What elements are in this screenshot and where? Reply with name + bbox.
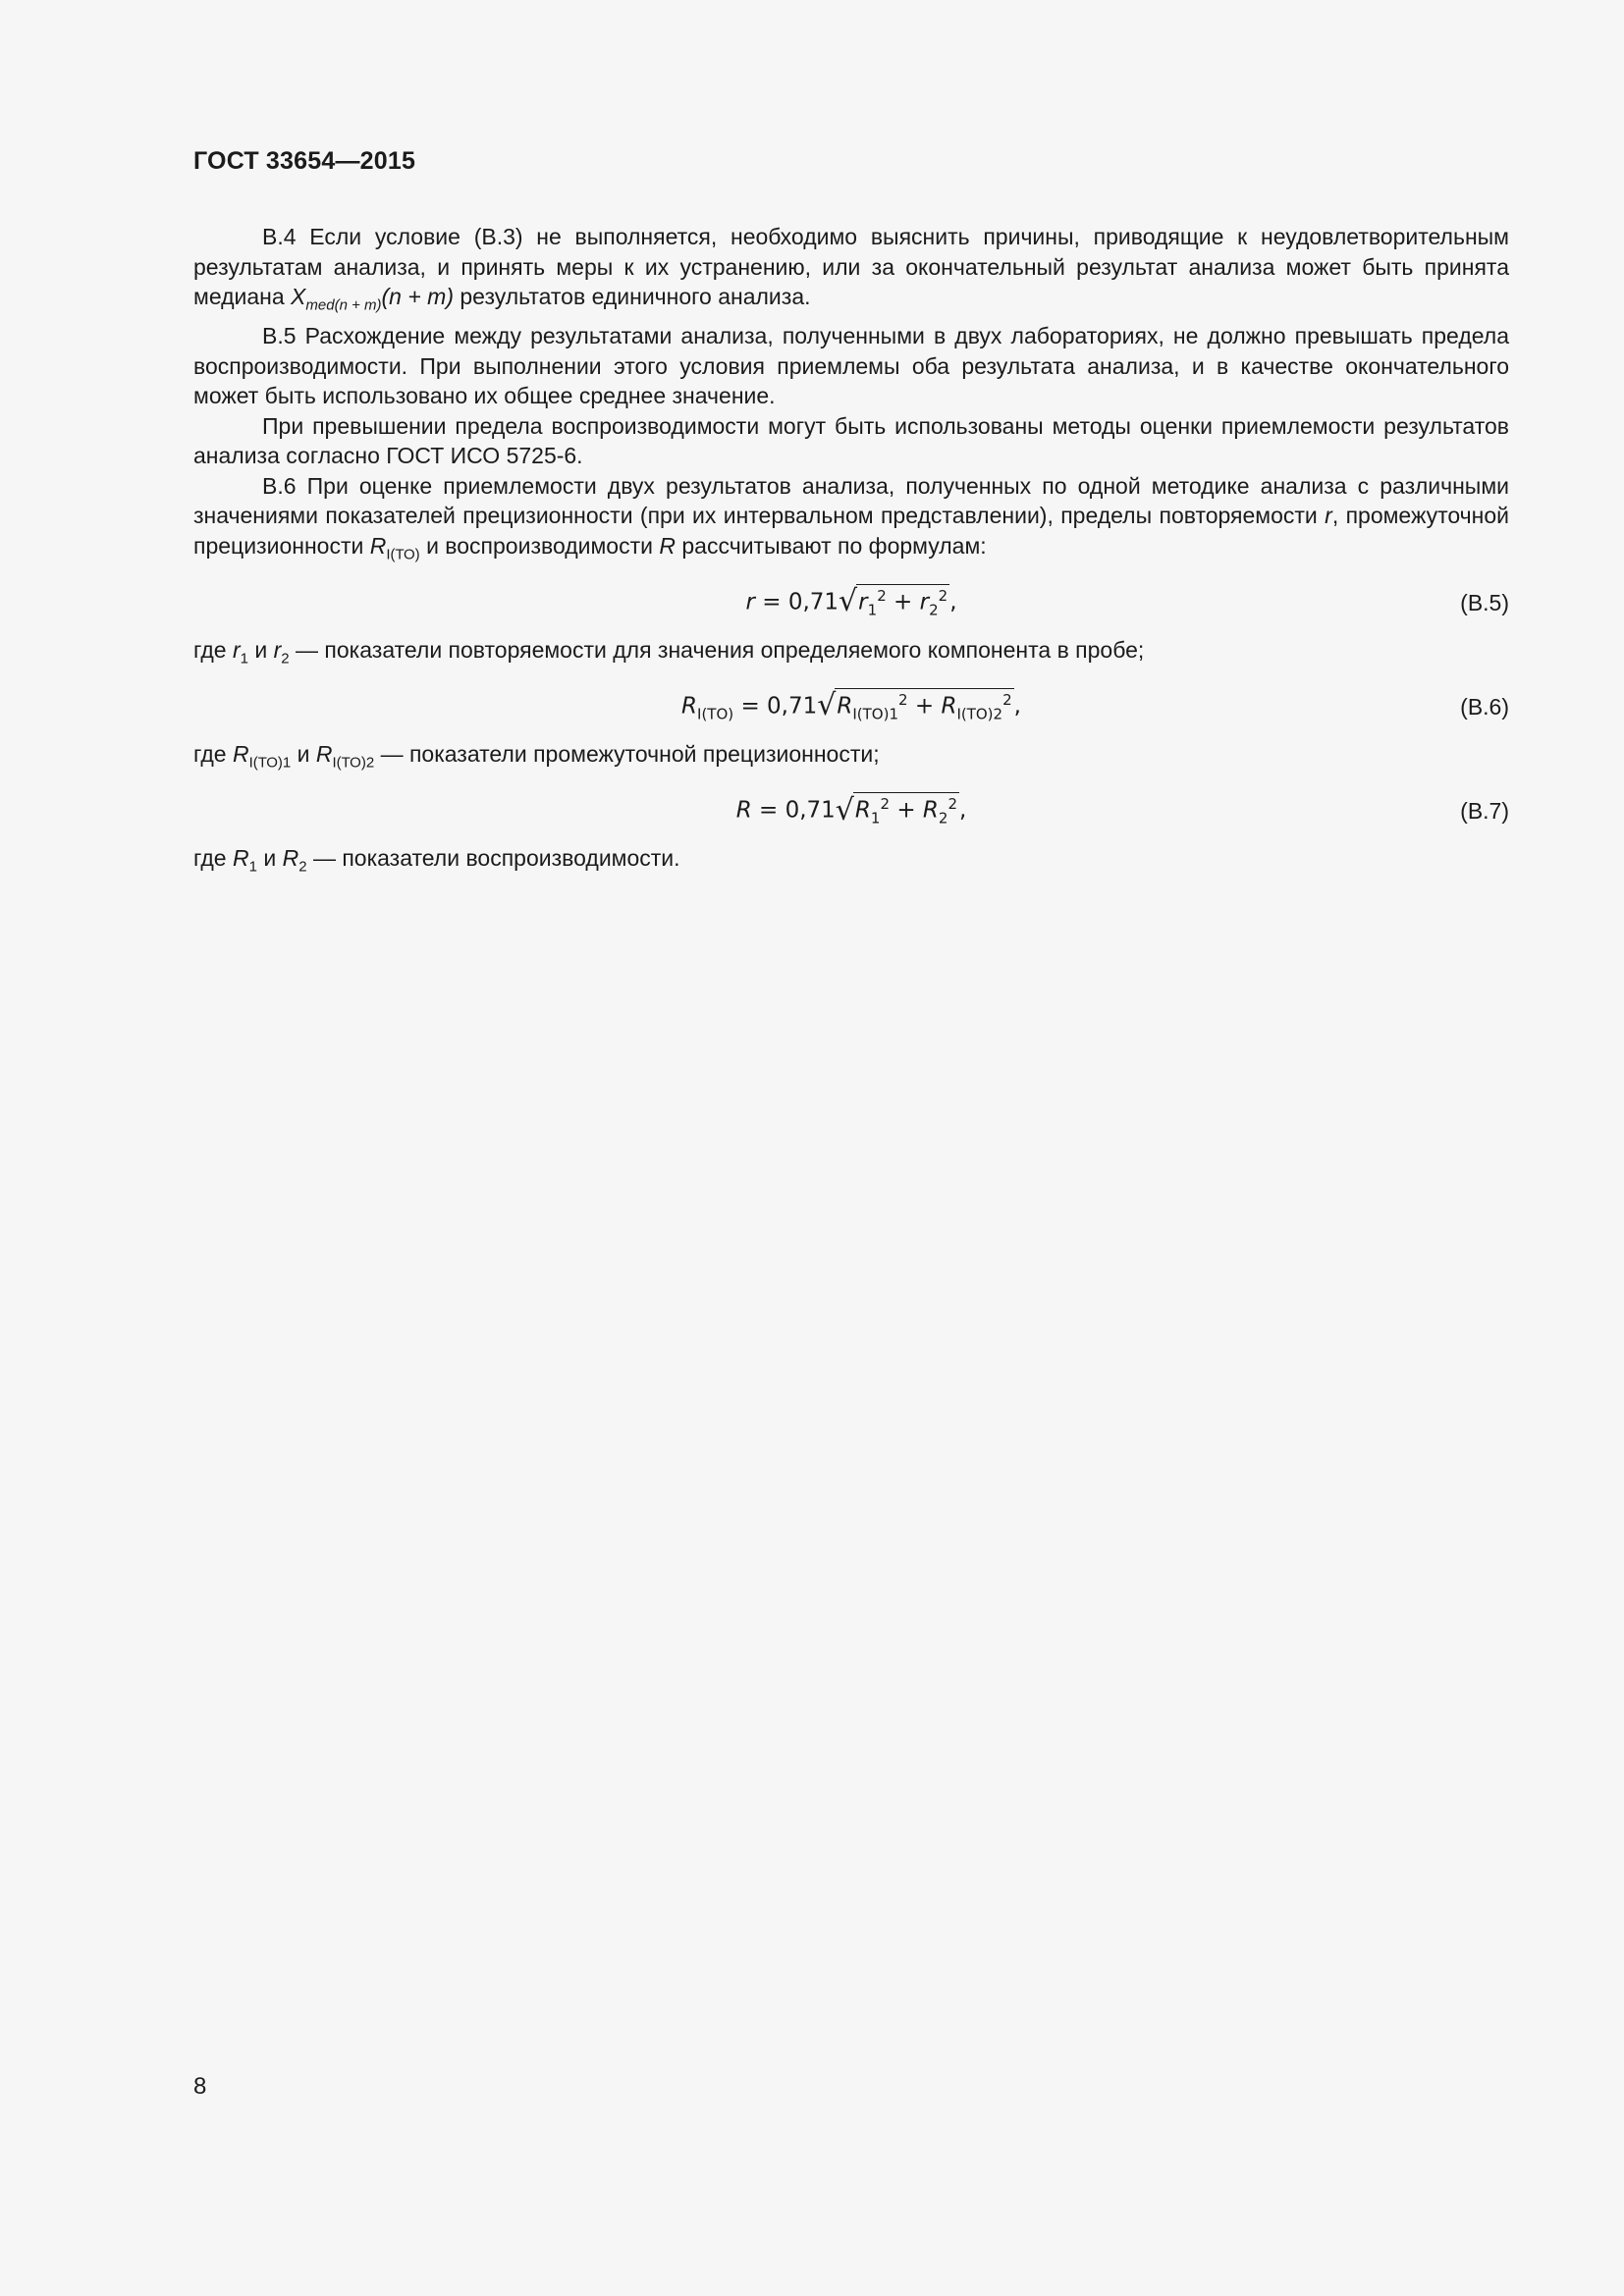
formula-b7 [193, 778, 1509, 843]
explanation-b5: где $r_1$ и $r_2$ — показатели повторяемости для значения определяемого компонента в пробе; [193, 636, 1145, 667]
formula-b5-number: (В.5) [1460, 589, 1509, 615]
paragraph-b5: В.5 Расхождение между результатами анализа, полученными в двух лабораториях, не должно превышать предела воспроизводимости. При выполнении этого условия приемлемы оба результата анализа, и в качестве окончательного может быть использовано их общее среднее значение. [193, 323, 1509, 409]
formula-b7-number: (В.7) [1460, 797, 1509, 824]
formula-b5 [193, 570, 1509, 635]
page-number: 8 [193, 2073, 207, 2100]
paragraph-b4: В.4 Если условие (В.3) не выполняется, необходимо выяснить причины, приводящие к неудовлетворительным результатам анализа, и принять меры к их устранению, или за окончательный результат анализа может быть принята медиана $X_{med(n + m)}(n + m)$ результатов единичного анализа. [193, 224, 1509, 314]
formula-b6 [193, 674, 1509, 739]
formula-b6-number: (В.6) [1460, 693, 1509, 720]
formula-b7-expression: $R = 0,71√R_1^2 + R_2^2$, [735, 792, 967, 828]
document-body [193, 222, 1509, 882]
formula-b5-expression: $r = 0,71√r_1^2 + r_2^2$, [745, 584, 957, 619]
formula-b6-expression: $R_{I(ТО)} = 0,71√R_{I(ТО)1}^2 + R_{I(ТО)2}^2$, [681, 688, 1021, 723]
explanation-b7: где $R_1$ и $R_2$ — показатели воспроизводимости. [193, 844, 680, 876]
paragraph-b6: В.6 При оценке приемлемости двух результатов анализа, полученных по одной методике анализа с различными значениями показателей прецизионности (при их интервальном представлении), пределы повторяемости r, промежуточной прецизионности $R_{I(ТО)}$ и воспроизводимости R рассчитывают по формулам: [193, 472, 1509, 563]
explanation-b6: где $R_{I(ТО)1}$ и $R_{I(ТО)2}$ — показатели промежуточной прецизионности; [193, 740, 880, 772]
paragraph-b5-note: При превышении предела воспроизводимости могут быть использованы методы оценки приемлемости результатов анализа согласно ГОСТ ИСО 5725-6. [193, 412, 1509, 469]
document-header: ГОСТ 33654—2015 [193, 147, 416, 175]
